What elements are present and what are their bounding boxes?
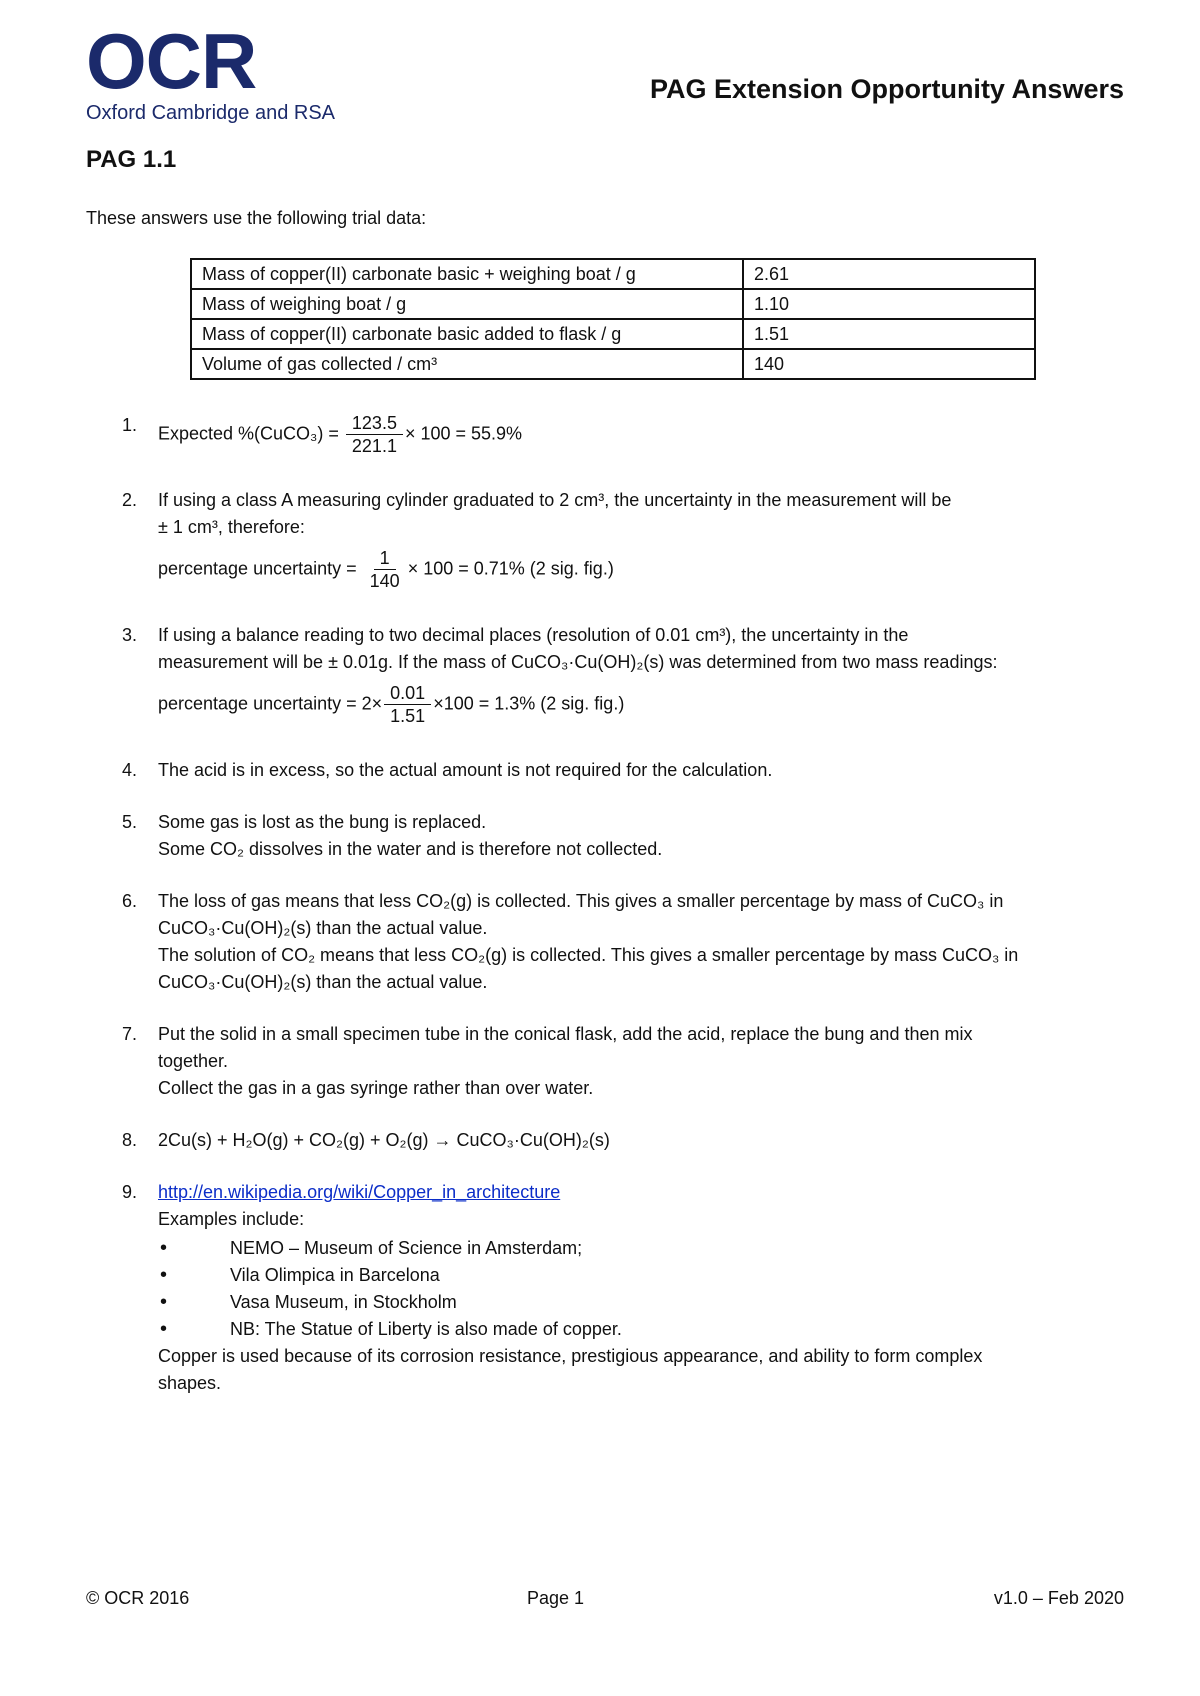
formula	[158, 682, 1126, 727]
answer-text: CuCO₃·Cu(OH)₂(s) than the actual value.	[158, 972, 488, 992]
formula-suffix: × 100 = 0.71% (2 sig. fig.)	[407, 558, 614, 579]
list-item: • Vila Olimpica in Barcelona	[158, 1262, 1126, 1289]
examples-list	[158, 1235, 1126, 1343]
fraction-denominator: 1.51	[390, 706, 426, 726]
answer-7	[86, 1021, 1126, 1102]
answer-6	[86, 888, 1126, 996]
answer-text: Some gas is lost as the bung is replaced.	[158, 812, 487, 832]
wikipedia-link[interactable]: http://en.wikipedia.org/wiki/Copper_in_architecture	[158, 1182, 561, 1202]
answer-number: 3.	[122, 625, 138, 645]
fraction-numerator: 1	[374, 547, 396, 570]
answer-9	[86, 1179, 1126, 1397]
answer-text: measurement will be ± 0.01g. If the mass of CuCO₃·Cu(OH)₂(s) was determined from two mass readings:	[158, 652, 998, 672]
intro-text: These answers use the following trial data:	[86, 208, 427, 228]
answer-1	[86, 412, 1126, 457]
formula	[158, 547, 1126, 592]
answer-text: shapes.	[158, 1373, 222, 1393]
answer-number: 2.	[122, 490, 138, 510]
trial-data-table	[190, 258, 1036, 380]
answer-text: Copper is used because of its corrosion resistance, prestigious appearance, and ability to form complex	[158, 1346, 983, 1366]
section-title: PAG 1.1	[86, 146, 177, 173]
answer-text: Put the solid in a small specimen tube in the conical flask, add the acid, replace the bung and then mix	[158, 1024, 973, 1044]
table-row	[191, 319, 1035, 349]
formula-suffix: ×100 = 1.3% (2 sig. fig.)	[433, 693, 625, 714]
answer-text: The solution of CO₂ means that less CO₂(g) is collected. This gives a smaller percentage by mass CuCO₃ in	[158, 945, 1019, 965]
footer-page-number: Page 1	[527, 1588, 585, 1608]
answer-text: The acid is in excess, so the actual amount is not required for the calculation.	[158, 760, 773, 780]
table-cell-label: Volume of gas collected / cm³	[191, 349, 743, 379]
answer-3	[86, 622, 1126, 727]
answer-2	[86, 487, 1126, 592]
table-cell-label: Mass of copper(II) carbonate basic + weighing boat / g	[191, 259, 743, 289]
answer-4	[86, 757, 1126, 784]
answer-number: 6.	[122, 891, 138, 911]
table-cell-value: 1.10	[743, 289, 1035, 319]
answer-text: If using a class A measuring cylinder graduated to 2 cm³, the uncertainty in the measurement will be	[158, 490, 952, 510]
fraction-denominator: 140	[369, 571, 400, 591]
table-cell-label: Mass of copper(II) carbonate basic added to flask / g	[191, 319, 743, 349]
answer-number: 5.	[122, 812, 138, 832]
list-item: • NEMO – Museum of Science in Amsterdam;	[158, 1235, 1126, 1262]
footer-version: v1.0 – Feb 2020	[993, 1588, 1124, 1608]
footer-copyright: © OCR 2016	[86, 1588, 190, 1608]
answer-5	[86, 809, 1126, 863]
answer-number: 9.	[122, 1182, 138, 1202]
logo-subtitle: Oxford Cambridge and RSA	[86, 102, 336, 124]
document-title: PAG Extension Opportunity Answers	[649, 74, 1124, 104]
table-row	[191, 289, 1035, 319]
table-cell-label: Mass of weighing boat / g	[191, 289, 743, 319]
answer-number: 8.	[122, 1130, 138, 1150]
answer-text: The loss of gas means that less CO₂(g) is collected. This gives a smaller percentage by mass of CuCO₃ in	[158, 891, 1004, 911]
ocr-logo	[86, 17, 336, 124]
answer-text: If using a balance reading to two decimal places (resolution of 0.01 cm³), the uncertainty in the	[158, 625, 909, 645]
table-cell-value: 2.61	[743, 259, 1035, 289]
table-cell-value: 1.51	[743, 319, 1035, 349]
fraction	[384, 682, 431, 727]
formula-prefix: Expected %(CuCO₃) =	[158, 423, 344, 444]
formula-prefix: percentage uncertainty = 2×	[158, 693, 383, 714]
answer-text: Some CO₂ dissolves in the water and is therefore not collected.	[158, 839, 663, 859]
table-row	[191, 349, 1035, 379]
fraction-numerator: 123.5	[346, 412, 403, 435]
answer-8	[86, 1127, 1126, 1154]
table-row	[191, 259, 1035, 289]
logo-mark: OCR	[86, 17, 257, 105]
list-item: • Vasa Museum, in Stockholm	[158, 1289, 1126, 1316]
answer-number: 4.	[122, 760, 138, 780]
chemical-equation: 2Cu(s) + H₂O(g) + CO₂(g) + O₂(g) → CuCO₃·Cu(OH)₂(s)	[158, 1130, 610, 1150]
answer-number: 1.	[122, 415, 138, 435]
answer-text: CuCO₃·Cu(OH)₂(s) than the actual value.	[158, 918, 488, 938]
fraction-denominator: 221.1	[351, 436, 397, 456]
fraction-numerator: 0.01	[384, 682, 431, 705]
answer-text: Examples include:	[158, 1209, 305, 1229]
fraction	[346, 412, 403, 457]
answer-number: 7.	[122, 1024, 138, 1044]
fraction	[364, 547, 406, 592]
answer-text: together.	[158, 1051, 229, 1071]
answers-list	[86, 412, 1126, 1397]
table-cell-value: 140	[743, 349, 1035, 379]
formula-prefix: percentage uncertainty =	[158, 558, 362, 579]
answer-text: ± 1 cm³, therefore:	[158, 517, 305, 537]
list-item: • NB: The Statue of Liberty is also made of copper.	[158, 1316, 1126, 1343]
answer-text: Collect the gas in a gas syringe rather than over water.	[158, 1078, 594, 1098]
formula-suffix: × 100 = 55.9%	[404, 423, 523, 444]
